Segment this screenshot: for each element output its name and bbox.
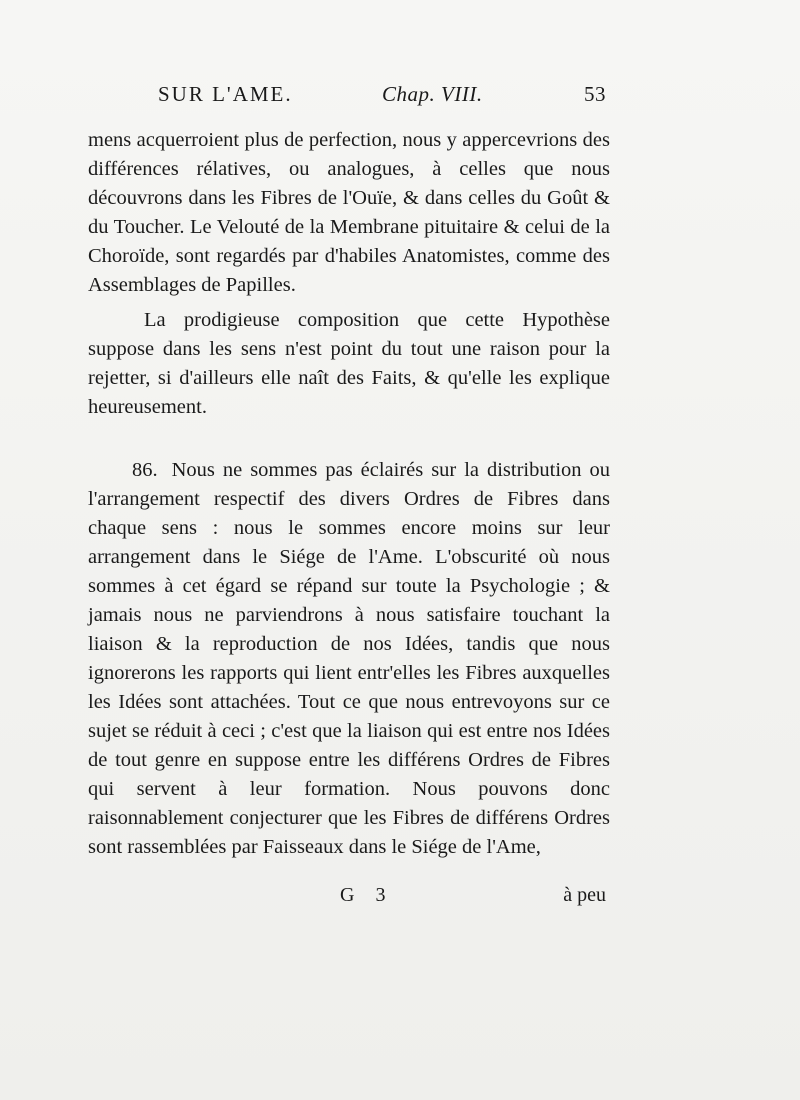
page-number: 53 [584, 82, 606, 106]
paragraph: La prodigieuse composition que cette Hypothèse suppose dans les sens n'est point du tout une raison pour la rejetter, si d'ailleurs elle naît des Faits, & qu'elle les explique heureusement. [88, 309, 610, 418]
chapter-label: Chap. VIII. [382, 82, 483, 106]
page-footer [88, 884, 610, 914]
catchword: à peu [563, 884, 606, 906]
paragraph-number: 86. [132, 459, 158, 481]
paragraph-continuation: mens acquerroient plus de perfection, nous y appercevrions des différences rélatives, ou analogues, à celles que nous découvrons dans les Fibres de l'Ouïe, & dans celles du Goût & du Toucher. Le Velouté de la Membrane pituitaire & celui de la Choroïde, sont regardés par d'habiles Anatomistes, comme des Assemblages de Papilles. [88, 129, 610, 296]
numbered-paragraph [88, 456, 610, 862]
body-text [88, 126, 610, 862]
paragraph-text: Nous ne sommes pas éclairés sur la distribution ou l'arrangement respectif des divers Ordres de Fibres dans chaque sens : nous le sommes encore moins sur leur arrangement dans le Siége de l'Ame. L'obscurité où nous sommes à cet égard se répand sur toute la Psychologie ; & jamais nous ne parviendrons à nous satisfaire touchant la liaison & la reproduction de nos Idées, tandis que nous ignorerons les rapports qui lient entr'elles les Fibres auxquelles les Idées sont attachées. Tout ce que nous entrevoyons sur ce sujet se réduit à ceci ; c'est que la liaison qui est entre nos Idées de tout genre en suppose entre les différens Ordres de Fibres qui servent à leur formation. Nous pouvons donc raisonnablement conjecturer que les Fibres de différens Ordres sont rassemblées par Faisseaux dans le Siége de l'Ame, [88, 459, 610, 858]
signature-mark: G 3 [340, 884, 394, 906]
running-title: SUR L'AME. [158, 82, 293, 106]
running-header [150, 82, 610, 112]
